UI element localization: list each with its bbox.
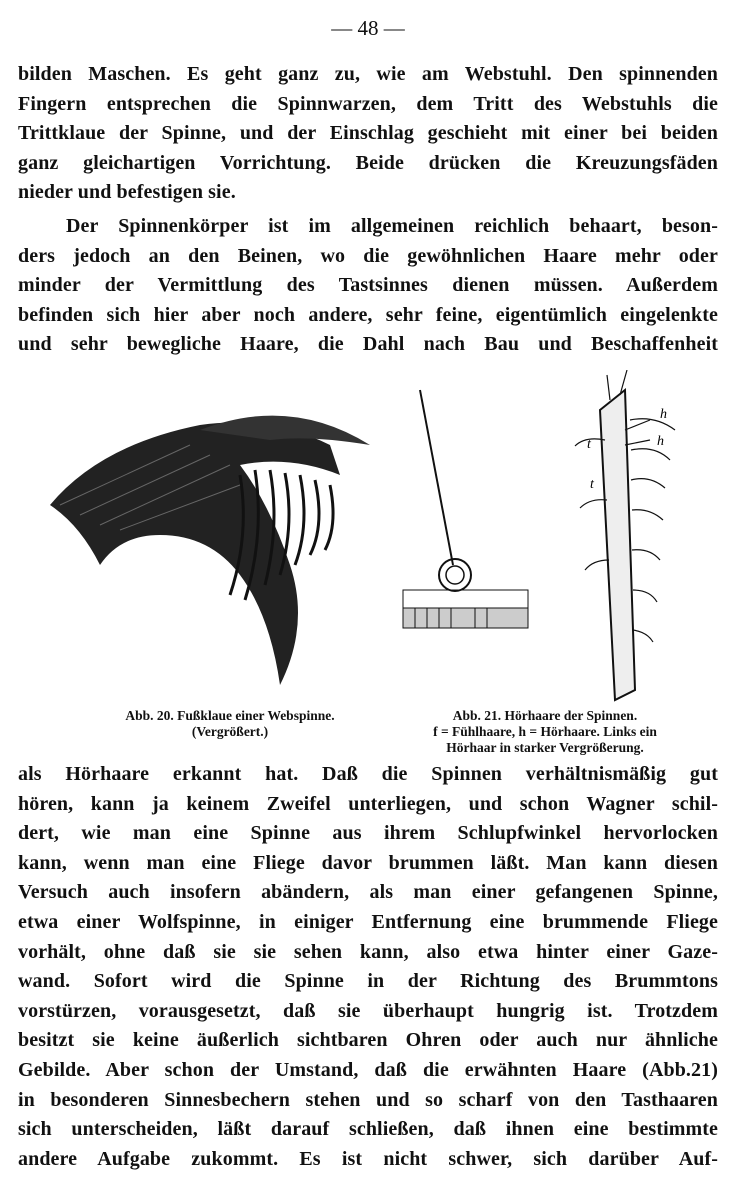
text-line: hören, kann ja keinem Zweifel unterliegen, und schon Wagner schil- — [18, 792, 718, 815]
label-h: h — [657, 434, 664, 449]
text-line: als Hörhaare erkannt hat. Daß die Spinnen verhältnismäßig gut — [18, 763, 718, 785]
caption-line: Abb. 21. Hörhaare der Spinnen. — [452, 708, 638, 723]
caption-line: f = Fühlhaare, h = Hörhaare. Links ein — [433, 724, 657, 739]
text-line: in besonderen Sinnesbechern stehen und so scharf von den Tasthaaren — [18, 1088, 718, 1111]
caption-line: Abb. 20. Fußklaue einer Webspinne. — [125, 708, 335, 723]
figure-20-claw-illustration — [40, 385, 400, 695]
label-h: h — [660, 407, 667, 422]
text-line: ders jedoch an den Beinen, wo die gewöhnlichen Haare mehr oder — [18, 244, 718, 267]
caption-line: (Vergrößert.) — [191, 724, 269, 739]
text-line: Versuch auch insofern abändern, als man einer gefangenen Spinne, — [18, 881, 718, 904]
text-line: Der Spinnenkörper ist im allgemeinen reichlich behaart, beson- — [66, 214, 718, 237]
text-line: und sehr bewegliche Haare, die Dahl nach Bau und Beschaffenheit — [18, 333, 718, 356]
label-t: t — [587, 437, 591, 452]
text-line: ganz gleichartigen Vorrichtung. Beide drücken die Kreuzungsfäden — [18, 151, 718, 174]
text-line: Fingern entsprechen die Spinnwarzen, dem Tritt des Webstuhls die — [18, 92, 718, 115]
text-line: bilden Maschen. Es geht ganz zu, wie am Webstuhl. Den spinnenden — [18, 63, 718, 85]
bottom-text — [18, 760, 718, 1174]
label-t: t — [590, 477, 594, 492]
text-line: nieder und befestigen sie. — [18, 181, 236, 204]
text-line: dert, wie man eine Spinne aus ihrem Schlupfwinkel hervorlocken — [18, 822, 718, 845]
text-line: Gebilde. Aber schon der Umstand, daß die erwähnten Haare (Abb.21) — [18, 1058, 718, 1081]
figure-21-hair-illustration — [395, 370, 695, 705]
top-text — [18, 60, 718, 360]
text-line: vorhält, ohne daß sie sie sehen kann, also etwa hinter einer Gaze- — [18, 940, 718, 963]
figure-21-caption — [380, 708, 710, 756]
text-line: andere Aufgabe zukommt. Es ist nicht schwer, sich darüber Auf- — [18, 1147, 718, 1170]
text-line: etwa einer Wolfspinne, in einiger Entfernung eine brummende Fliege — [18, 910, 718, 933]
text-line: kann, wenn man eine Fliege davor brummen läßt. Man kann diesen — [18, 851, 718, 874]
text-line: sich unterscheiden, läßt darauf schließen, daß ihnen eine bestimmte — [18, 1118, 718, 1141]
text-line: wand. Sofort wird die Spinne in der Richtung des Brummtons — [18, 970, 718, 993]
text-line: befinden sich hier aber noch andere, sehr feine, eigentümlich eingelenkte — [18, 303, 718, 326]
text-line: Trittklaue der Spinne, und der Einschlag geschieht mit einer bei beiden — [18, 122, 718, 145]
text-line: besitzt sie keine äußerlich sichtbaren Ohren oder auch nur ähnliche — [18, 1029, 718, 1052]
page-number: — 48 — — [331, 16, 405, 40]
text-line: vorstürzen, vorausgesetzt, daß sie überhaupt hungrig ist. Trotzdem — [18, 999, 718, 1022]
text-line: minder der Vermittlung des Tastsinnes dienen müssen. Außerdem — [18, 274, 718, 297]
caption-line: Hörhaar in starker Vergrößerung. — [446, 740, 644, 755]
figure-20-caption — [100, 708, 360, 740]
